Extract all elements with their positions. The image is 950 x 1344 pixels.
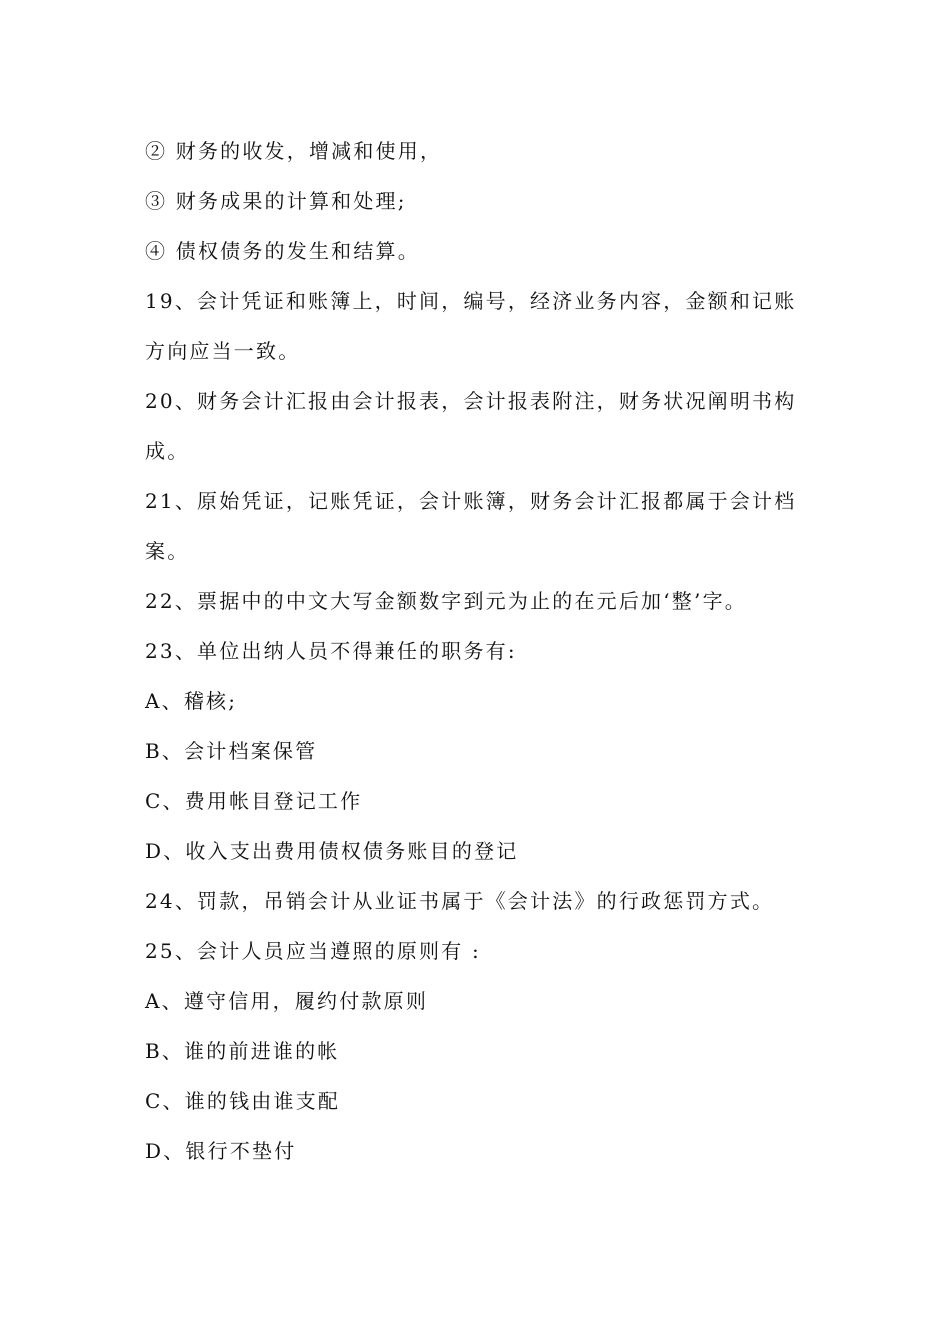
paragraph-line: 24、罚款，吊销会计从业证书属于《会计法》的行政惩罚方式。 [145,889,775,913]
paragraph-line: 20、财务会计汇报由会计报表，会计报表附注，财务状况阐明书构 [145,389,797,413]
paragraph-line: 方向应当一致。 [145,339,301,363]
paragraph-line: 成。 [145,439,190,463]
option-item: D、收入支出费用债权债务账目的登记 [145,839,519,863]
paragraph-line: 案。 [145,539,190,563]
option-item: B、会计档案保管 [145,739,318,763]
paragraph-line: 22、票据中的中文大写金额数字到元为止的在元后加‘整’字。 [145,589,747,613]
option-item: B、谁的前进谁的帐 [145,1039,340,1063]
option-item: D、银行不垫付 [145,1139,297,1163]
question-heading: 23、单位出纳人员不得兼任的职务有: [145,639,517,663]
list-item: ② 财务的收发，增减和使用， [145,139,443,163]
option-item: A、稽核; [145,689,238,713]
option-item: C、谁的钱由谁支配 [145,1089,341,1113]
option-item: A、遵守信用，履约付款原则 [145,989,429,1013]
paragraph-line: 21、原始凭证，记账凭证，会计账簿，财务会计汇报都属于会计档 [145,489,797,513]
list-item: ④ 债权债务的发生和结算。 [145,239,420,263]
document-body [145,133,800,1183]
paragraph-line: 19、会计凭证和账簿上，时间，编号，经济业务内容，金额和记账 [145,289,797,313]
list-item: ③ 财务成果的计算和处理; [145,189,407,213]
question-heading: 25、会计人员应当遵照的原则有 : [145,939,481,963]
option-item: C、费用帐目登记工作 [145,789,363,813]
